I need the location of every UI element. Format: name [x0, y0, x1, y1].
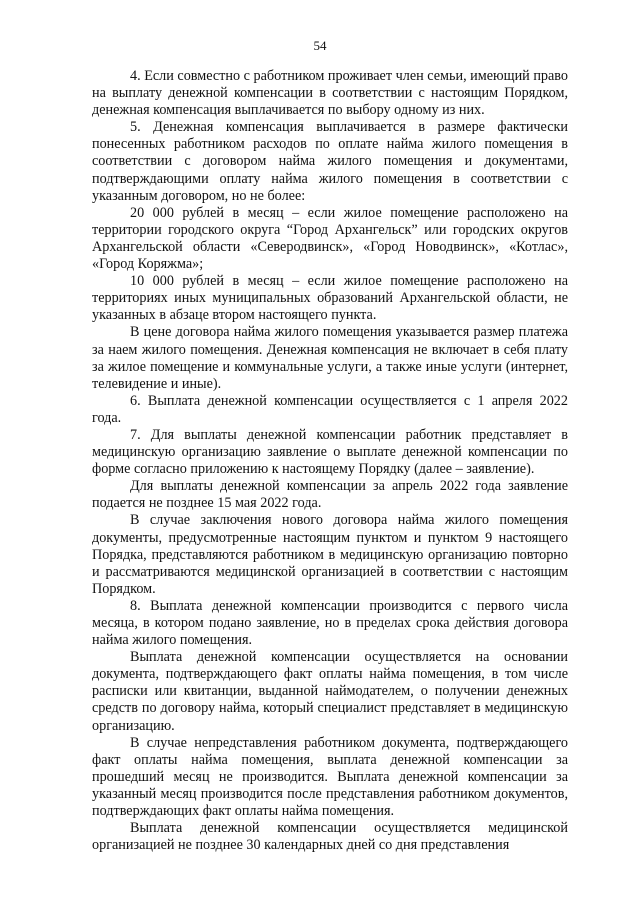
paragraph: Выплата денежной компенсации осуществляется на основании документа, подтверждающего факт оплаты найма помещения, в том числе расписки или квитанции, выданной наймодателем, о получении денежных средств по договору найма, который специалист представляет в медицинскую организацию. [92, 649, 568, 734]
paragraph: 10 000 рублей в месяц – если жилое помещение расположено на территориях иных муниципальных образований Архангельской области, не указанных в абзаце втором настоящего пункта. [92, 273, 568, 324]
paragraph: 20 000 рублей в месяц – если жилое помещение расположено на территории городского округа “Город Архангельск” или городских округов Архангельской области «Северодвинск», «Город Новодвинск», «Котлас», «Город Коряжма»; [92, 204, 568, 273]
paragraph: В цене договора найма жилого помещения указывается размер платежа за наем жилого помещения. Денежная компенсация не включает в себя плату за жилое помещение и коммунальные услуги, а также иные услуги (интернет, телевидение и иные). [92, 324, 568, 392]
page-number: 54 [313, 38, 327, 53]
paragraph: В случае непредставления работником документа, подтверждающего факт оплаты найма помещения, выплата денежной компенсации за прошедший месяц не производится. Выплата денежной компенсации за указанный месяц производится после представления работником документов, подтверждающих факт оплаты найма помещения. [92, 734, 568, 820]
paragraph: 8. Выплата денежной компенсации производится с первого числа месяца, в котором подано заявление, но в пределах срока действия договора найма жилого помещения. [92, 597, 568, 649]
document-body [92, 68, 568, 854]
paragraph: 7. Для выплаты денежной компенсации работник представляет в медицинскую организацию заявление о выплате денежной компенсации по форме согласно приложению к настоящему Порядку (далее – заявление). [92, 426, 568, 478]
paragraph: 6. Выплата денежной компенсации осуществляется с 1 апреля 2022 года. [92, 392, 568, 426]
paragraph: Для выплаты денежной компенсации за апрель 2022 года заявление подается не позднее 15 мая 2022 года. [92, 478, 568, 512]
paragraph: 5. Денежная компенсация выплачивается в размере фактически понесенных работником расходов по оплате найма жилого помещения в соответствии с договором найма жилого помещения и документами, подтверждающими оплату найма жилого помещения в соответствии с указанным договором, но не более: [92, 119, 568, 204]
paragraph: В случае заключения нового договора найма жилого помещения документы, предусмотренные настоящим пунктом и пунктом 9 настоящего Порядка, представляются работником в медицинскую организацию повторно и рассматриваются медицинской организацией в соответствии с настоящим Порядком. [92, 512, 568, 597]
paragraph: Выплата денежной компенсации осуществляется медицинской организацией не позднее 30 календарных дней со дня представления [92, 820, 568, 854]
paragraph: 4. Если совместно с работником проживает член семьи, имеющий право на выплату денежной компенсации в соответствии с настоящим Порядком, денежная компенсация выплачивается по выбору одному из них. [92, 68, 568, 119]
